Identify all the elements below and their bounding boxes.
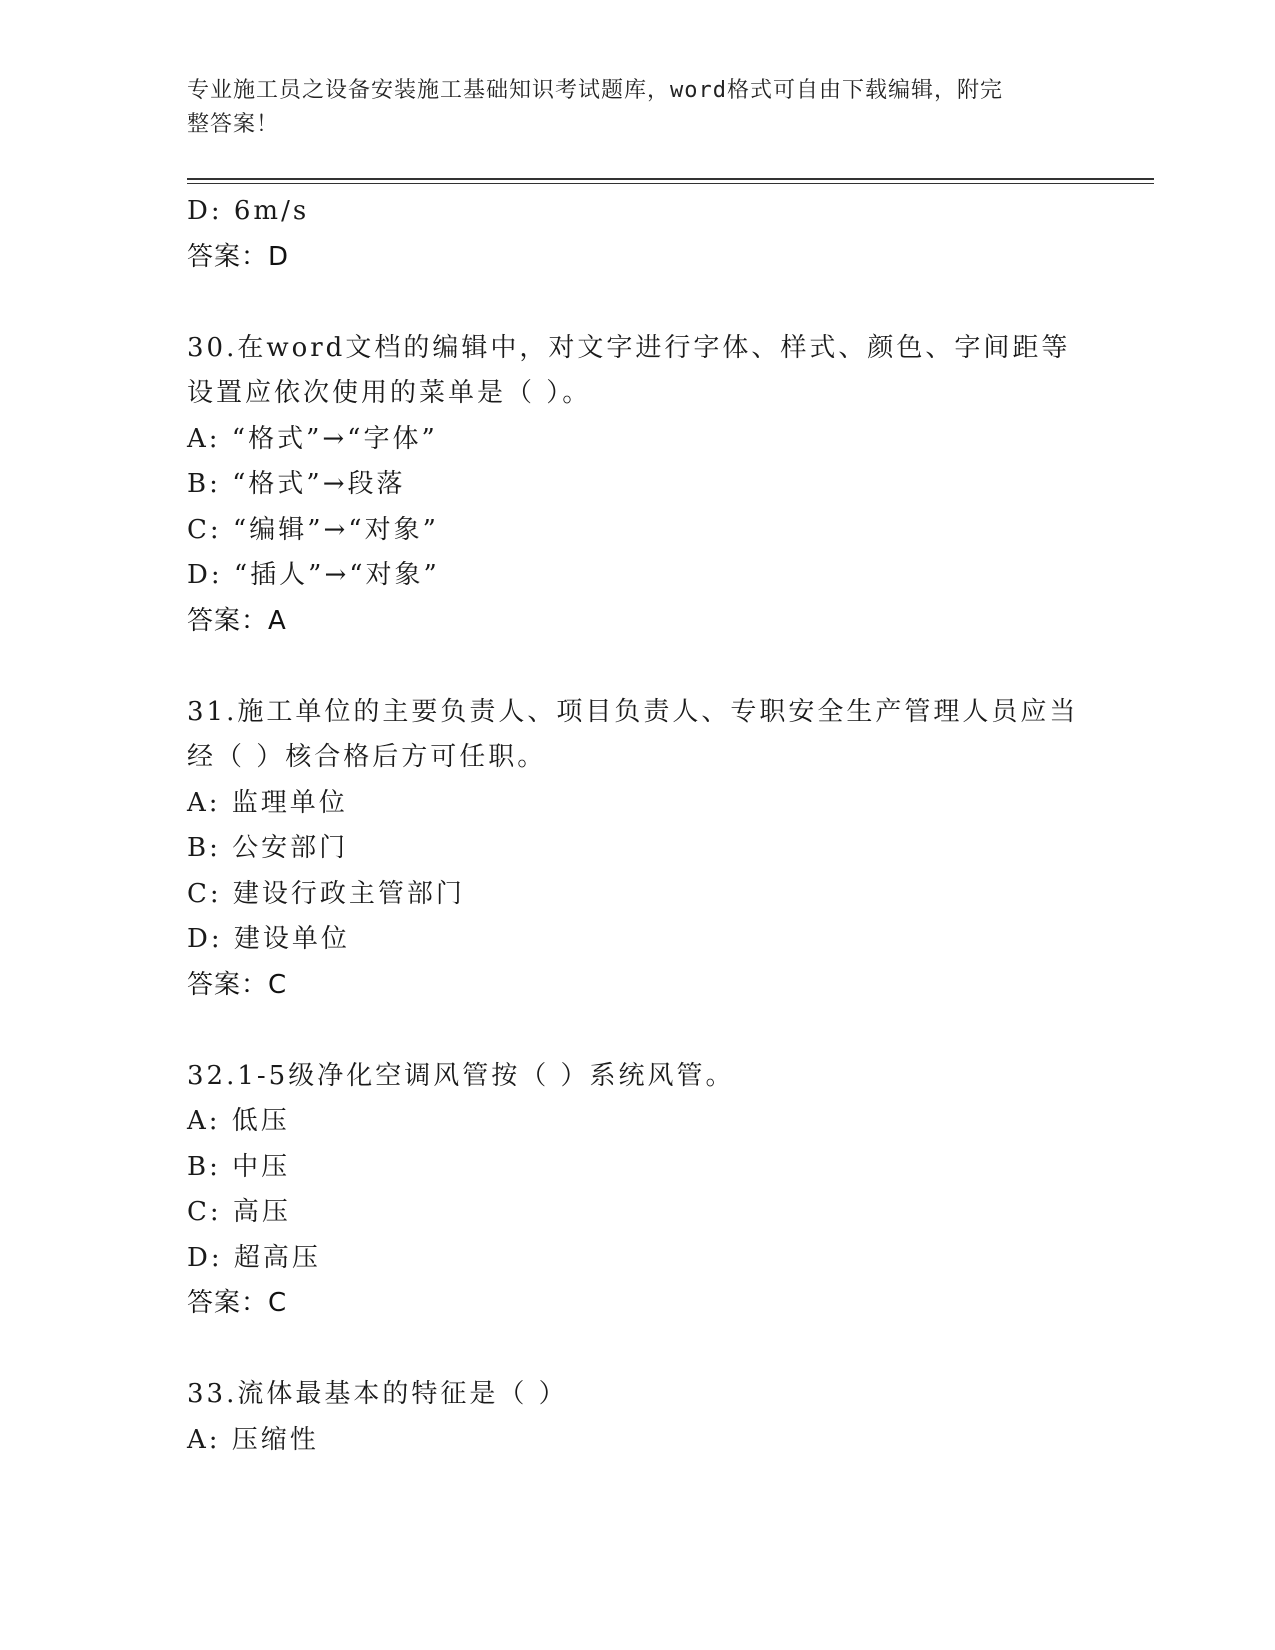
option-b: B: 中压 (187, 1151, 291, 1182)
spacer (187, 1008, 1087, 1054)
answer-text: 答案：A (187, 605, 287, 636)
document-header (187, 74, 1067, 142)
answer-text: 答案：C (187, 969, 288, 1000)
header-line-2: 整答案！ (187, 112, 280, 137)
spacer (187, 1327, 1087, 1373)
question-stem-line-1: 32.1-5级净化空调风管按（ ）系统风管。 (187, 1060, 735, 1091)
question-32 (187, 1054, 1087, 1327)
question-30 (187, 326, 1087, 645)
option-d: D: 超高压 (187, 1242, 321, 1273)
question-stem-line-2: 经（ ）核合格后方可任职。 (187, 742, 547, 772)
header-line-1: 专业施工员之设备安装施工基础知识考试题库，word格式可自由下载编辑，附完 (187, 78, 1003, 103)
option-d: D: 6m/s (187, 196, 310, 226)
question-33 (187, 1372, 1087, 1463)
question-31 (187, 690, 1087, 1009)
option-c: C: 建设行政主管部门 (187, 878, 465, 909)
option-d: D: 建设单位 (187, 924, 350, 954)
answer-text: 答案：C (187, 1288, 288, 1318)
question-29 (187, 189, 1087, 280)
question-stem-line-1: 33.流体最基本的特征是（ ） (187, 1379, 568, 1409)
option-b: B: “格式”→段落 (187, 469, 406, 499)
option-d: D: “插人”→“对象” (187, 560, 440, 590)
option-a: A: “格式”→“字体” (187, 423, 438, 454)
question-stem-line-1: 31.施工单位的主要负责人、项目负责人、专职安全生产管理人员应当 (187, 696, 1079, 727)
answer-text: 答案：D (187, 241, 290, 272)
spacer (187, 644, 1087, 690)
spacer (187, 280, 1087, 326)
question-list (187, 189, 1087, 1463)
option-a: A: 压缩性 (187, 1424, 319, 1455)
option-c: C: 高压 (187, 1197, 291, 1227)
header-divider-thin (187, 183, 1154, 184)
question-stem-line-2: 设置应依次使用的菜单是（ ）。 (187, 378, 592, 408)
header-divider-thick (187, 178, 1154, 180)
option-b: B: 公安部门 (187, 833, 349, 863)
option-c: C: “编辑”→“对象” (187, 514, 439, 545)
option-a: A: 监理单位 (187, 787, 348, 818)
option-a: A: 低压 (187, 1106, 290, 1136)
question-stem-line-1: 30.在word文档的编辑中，对文字进行字体、样式、颜色、字间距等 (187, 332, 1071, 363)
